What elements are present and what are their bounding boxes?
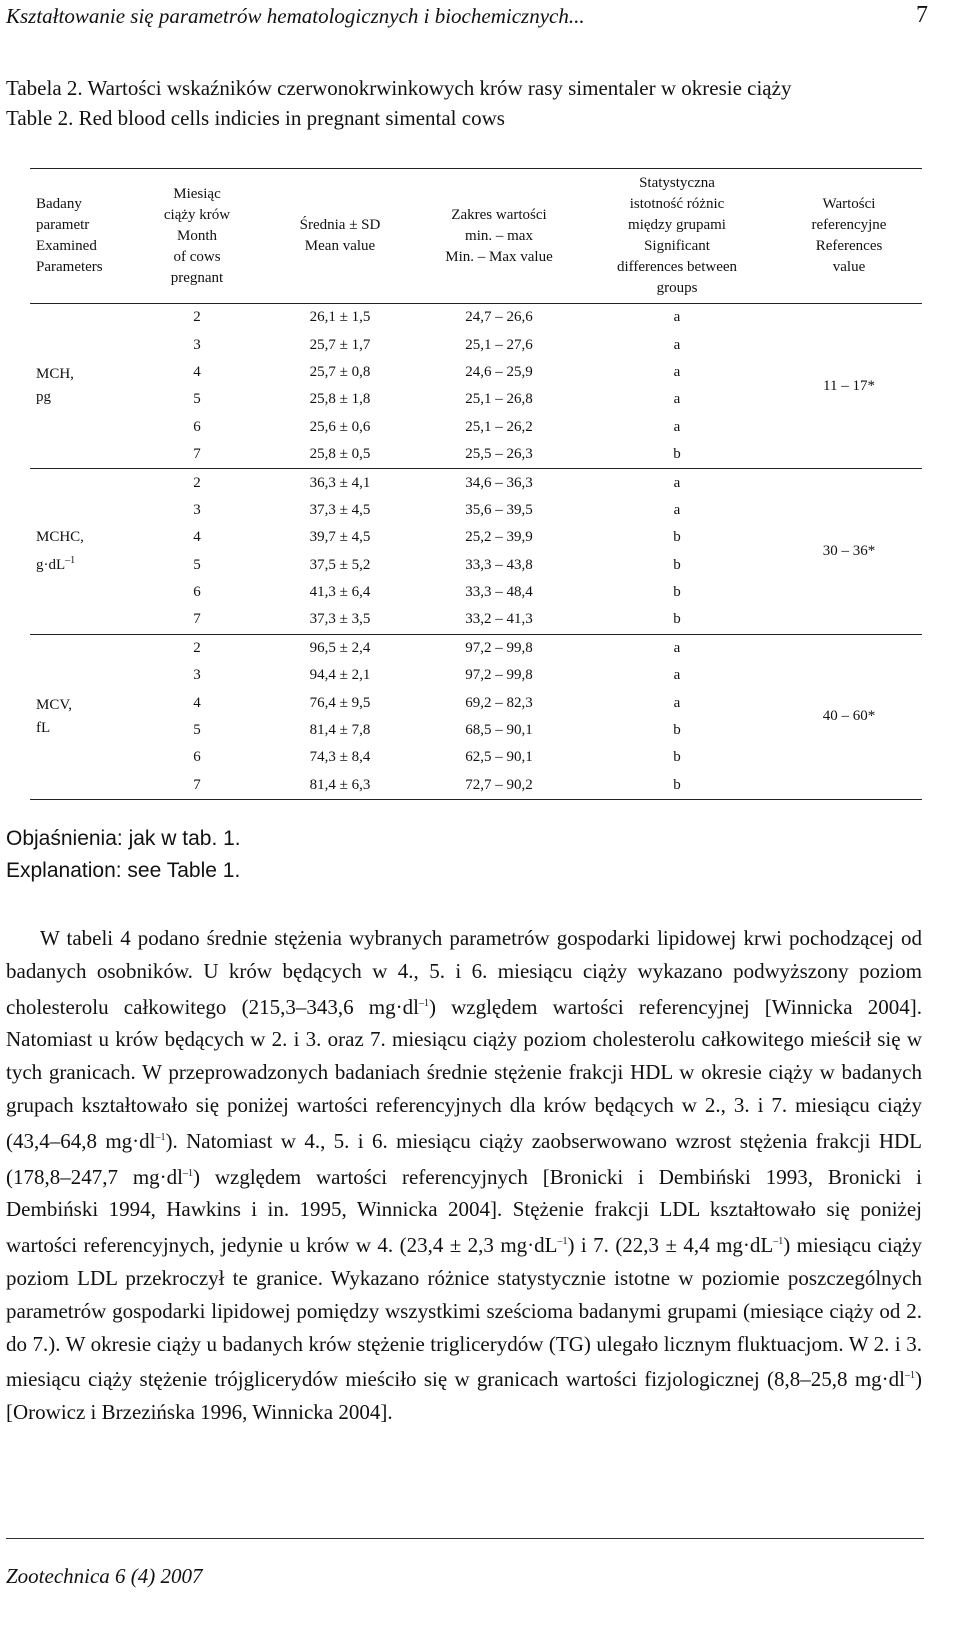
month-cell: 2 <box>193 639 201 656</box>
header-reference: Wartości referencyjne References value <box>776 169 922 304</box>
significance-cell: a <box>673 391 681 408</box>
mean-cell: 76,4 ± 9,5 <box>309 694 371 711</box>
table-explanations <box>6 823 241 887</box>
significance-cell: a <box>673 639 681 656</box>
table-header-row <box>30 169 922 304</box>
month-cell: 3 <box>193 336 201 353</box>
mean-cell: 25,8 ± 0,5 <box>260 441 420 469</box>
month-cell: 3 <box>193 501 201 518</box>
range-cell: 72,7 – 90,2 <box>420 772 578 800</box>
significance-cell: b <box>673 749 681 766</box>
significance-cell: a <box>673 694 681 711</box>
table-row <box>30 304 922 332</box>
header-mean: Średnia ± SD Mean value <box>260 169 420 304</box>
table-row <box>30 634 922 662</box>
range-cell: 33,2 – 41,3 <box>420 606 578 634</box>
mean-cell: 37,3 ± 4,5 <box>309 501 371 518</box>
mean-cell: 94,4 ± 2,1 <box>309 667 371 684</box>
mean-cell: 81,4 ± 7,8 <box>309 722 371 739</box>
significance-cell: a <box>673 501 681 518</box>
month-cell: 6 <box>193 418 201 435</box>
significance-cell: b <box>673 529 681 546</box>
range-cell: 24,7 – 26,6 <box>465 309 533 326</box>
range-cell: 69,2 – 82,3 <box>465 694 533 711</box>
mean-cell: 81,4 ± 6,3 <box>260 772 420 800</box>
red-blood-cell-table <box>30 168 922 800</box>
journal-footer: Zootechnica 6 (4) 2007 <box>6 1564 203 1588</box>
range-cell: 25,5 – 26,3 <box>420 441 578 469</box>
month-cell: 2 <box>193 309 201 326</box>
mean-cell: 25,7 ± 0,8 <box>309 363 371 380</box>
significance-cell: b <box>673 722 681 739</box>
month-cell: 7 <box>134 606 260 634</box>
mean-cell: 25,7 ± 1,7 <box>309 336 371 353</box>
mean-cell: 96,5 ± 2,4 <box>309 639 371 656</box>
page-number: 7 <box>916 2 928 28</box>
mean-cell: 37,3 ± 3,5 <box>260 606 420 634</box>
running-title: Kształtowanie się parametrów hematologicznych i biochemicznych... <box>6 4 585 28</box>
range-cell: 35,6 – 39,5 <box>465 501 533 518</box>
table-caption-pl: Tabela 2. Wartości wskaźników czerwonokrwinkowych krów rasy simentaler w okresie ciąży <box>6 76 792 100</box>
table-row <box>30 469 922 497</box>
significance-cell: a <box>673 309 681 326</box>
significance-cell: a <box>673 667 681 684</box>
mean-cell: 25,8 ± 1,8 <box>309 391 371 408</box>
reference-cell-mchc: 30 – 36* <box>776 469 922 634</box>
month-cell: 7 <box>134 441 260 469</box>
explanation-pl: Objaśnienia: jak w tab. 1. <box>6 827 241 850</box>
range-cell: 68,5 – 90,1 <box>465 722 533 739</box>
significance-cell: a <box>673 336 681 353</box>
range-cell: 25,1 – 26,2 <box>465 418 533 435</box>
significance-cell: b <box>578 441 776 469</box>
range-cell: 33,3 – 48,4 <box>465 584 533 601</box>
month-cell: 6 <box>193 584 201 601</box>
reference-cell-mcv: 40 – 60* <box>776 634 922 799</box>
mean-cell: 39,7 ± 4,5 <box>309 529 371 546</box>
range-cell: 25,2 – 39,9 <box>465 529 533 546</box>
significance-cell: b <box>673 584 681 601</box>
month-cell: 5 <box>193 556 201 573</box>
significance-cell: a <box>673 363 681 380</box>
month-cell: 5 <box>193 722 201 739</box>
month-cell: 4 <box>193 529 201 546</box>
parameter-cell-mchc: MCHC, $g\cdot dL^{-1}$ <box>30 469 134 634</box>
range-cell: 25,1 – 27,6 <box>465 336 533 353</box>
mean-cell: 37,5 ± 5,2 <box>309 556 371 573</box>
significance-cell: a <box>673 418 681 435</box>
range-cell: 24,6 – 25,9 <box>465 363 533 380</box>
header-parameter: Badany parametr Examined Parameters <box>30 169 134 304</box>
significance-cell: a <box>673 474 681 491</box>
footer-divider <box>6 1538 924 1539</box>
range-cell: 97,2 – 99,8 <box>465 667 533 684</box>
significance-cell: b <box>578 772 776 800</box>
header-month: Miesiąc ciąży krów Month of cows pregnant <box>134 169 260 304</box>
range-cell: 97,2 – 99,8 <box>465 639 533 656</box>
range-cell: 33,3 – 43,8 <box>465 556 533 573</box>
mean-cell: 36,3 ± 4,1 <box>309 474 371 491</box>
significance-cell: b <box>673 556 681 573</box>
month-cell: 7 <box>134 772 260 800</box>
parameter-cell-mcv: MCV, fL <box>30 634 134 799</box>
header-range: Zakres wartości min. – max Min. – Max value <box>420 169 578 304</box>
mean-cell: 74,3 ± 8,4 <box>309 749 371 766</box>
significance-cell: b <box>578 606 776 634</box>
table-caption-en: Table 2. Red blood cells indicies in pregnant simental cows <box>6 106 505 130</box>
explanation-en: Explanation: see Table 1. <box>6 859 241 882</box>
month-cell: 6 <box>193 749 201 766</box>
header-significance: Statystyczna istotność różnic między grupami Significant differences between groups <box>578 169 776 304</box>
range-cell: 62,5 – 90,1 <box>465 749 533 766</box>
mean-cell: 25,6 ± 0,6 <box>309 418 371 435</box>
mean-cell: 26,1 ± 1,5 <box>309 309 371 326</box>
month-cell: 2 <box>193 474 201 491</box>
month-cell: 4 <box>193 363 201 380</box>
month-cell: 5 <box>193 391 201 408</box>
month-cell: 3 <box>193 667 201 684</box>
mean-cell: 41,3 ± 6,4 <box>309 584 371 601</box>
reference-cell-mch: 11 – 17* <box>776 304 922 469</box>
month-cell: 4 <box>193 694 201 711</box>
body-paragraph: W tabeli 4 podano średnie stężenia wybranych parametrów gospodarki lipidowej krwi pochodzącej od badanych osobników. U krów będących w 4., 5. i 6. miesiącu ciąży wykazano podwyższony poziom cholesterolu całkowitego (215,3–343,6 $mg\cdot dl^{-1}$) względem wartości referencyjnej [Winnicka 2004]. Natomiast u krów będących w 2. i 3. oraz 7. miesiącu ciąży poziom cholesterolu całkowitego mieścił się w tych granicach. W przeprowadzonych badaniach średnie stężenie frakcji HDL w okresie ciąży w badanych grupach kształtowało się poniżej wartości referencyjnych dla krów będących w 2., 3. i 7. miesiącu ciąży (43,4–64,8 $mg\cdot dl^{-1}$). Natomiast w 4., 5. i 6. miesiącu ciąży zaobserwowano wzrost stężenia frakcji HDL (178,8–247,7 $mg\cdot dl^{-1}$) względem wartości referencyjnych [Bronicki i Dembiński 1993, Bronicki i Dembiński 1994, Hawkins i in. 1995, Winnicka 2004]. Stężenie frakcji LDL kształtowało się poniżej wartości referencyjnych, jedynie u krów w 4. (23,4 ± 2,3 $mg\cdot dL^{-1}$) i 7. (22,3 ± 4,4 $mg\cdot dL^{-1}$) miesiącu ciąży poziom LDL przekroczył te granice. Wykazano różnice statystycznie istotne w poziomie poszczególnych parametrów gospodarki lipidowej pomiędzy wszystkimi sześcioma badanymi grupami (miesiące ciąży od 2. do 7.). W okresie ciąży u badanych krów stężenie triglicerydów (TG) ulegało licznym fluktuacjom. W 2. i 3. miesiącu ciąży stężenie trójglicerydów mieściło się w granicach wartości fizjologicznej (8,8–25,8 $mg\cdot dl^{-1}$) [Orowicz i Brzezińska 1996, Winnicka 2004]. <box>6 926 923 1425</box>
parameter-cell-mch: MCH, pg <box>30 304 134 469</box>
range-cell: 34,6 – 36,3 <box>465 474 533 491</box>
range-cell: 25,1 – 26,8 <box>465 391 533 408</box>
